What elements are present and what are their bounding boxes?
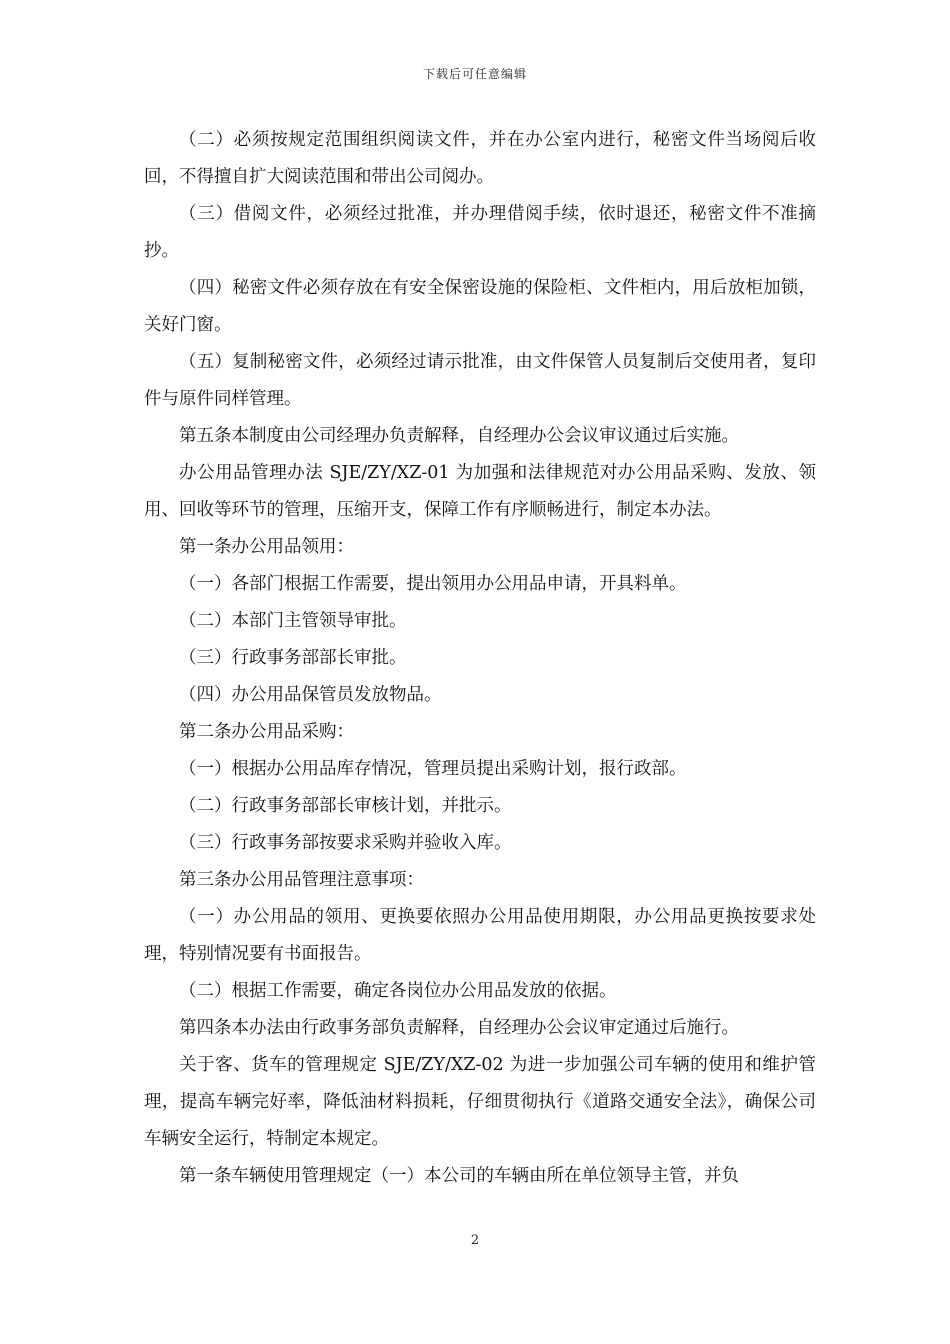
paragraph: （五）复制秘密文件，必须经过请示批准，由文件保管人员复制后交使用者，复印件与原件同样管理。: [144, 352, 816, 409]
page-number: 2: [470, 1233, 480, 1248]
paragraph: 第二条办公用品采购：: [179, 722, 354, 742]
paragraph: （一）办公用品的领用、更换要依照办公用品使用期限，办公用品更换按要求处理，特别情况要有书面报告。: [144, 907, 816, 964]
paragraph: 第五条本制度由公司经理办负责解释，自经理办公会议审议通过后实施。: [179, 426, 739, 446]
paragraph: （三）借阅文件，必须经过批准，并办理借阅手续，依时退还，秘密文件不准摘抄。: [144, 204, 816, 261]
paragraph: 办公用品管理办法 SJE/ZY/XZ-01 为加强和法律规范对办公用品采购、发放、领用、回收等环节的管理，压缩开支，保障工作有序顺畅进行，制定本办法。: [144, 463, 816, 520]
paragraph: （四）办公用品保管员发放物品。: [179, 685, 442, 705]
paragraph: （二）根据工作需要，确定各岗位办公用品发放的依据。: [179, 981, 617, 1001]
paragraph: （二）本部门主管领导审批。: [179, 611, 407, 631]
paragraph: （三）行政事务部部长审批。: [179, 648, 407, 668]
paragraph: （三）行政事务部按要求采购并验收入库。: [179, 833, 512, 853]
paragraph: 第三条办公用品管理注意事项：: [179, 870, 424, 890]
paragraph: （二）必须按规定范围组织阅读文件，并在办公室内进行，秘密文件当场阅后收回，不得擅自扩大阅读范围和带出公司阅办。: [144, 130, 816, 187]
paragraph: （一）根据办公用品库存情况，管理员提出采购计划，报行政部。: [179, 759, 687, 779]
paragraph: （四）秘密文件必须存放在有安全保密设施的保险柜、文件柜内，用后放柜加锁，关好门窗。: [144, 278, 816, 335]
paragraph: 第一条办公用品领用：: [179, 537, 354, 557]
paragraph: （一）各部门根据工作需要，提出领用办公用品申请，开具料单。: [179, 574, 687, 594]
paragraph: 第四条本办法由行政事务部负责解释，自经理办公会议审定通过后施行。: [179, 1018, 739, 1038]
paragraph: 关于客、货车的管理规定 SJE/ZY/XZ-02 为进一步加强公司车辆的使用和维护管理，提高车辆完好率，降低油材料损耗，仔细贯彻执行《道路交通安全法》，确保公司车辆安全运行，特制定本规定。: [144, 1055, 816, 1149]
document-body: [144, 122, 816, 1195]
paragraph: 第一条车辆使用管理规定（一）本公司的车辆由所在单位领导主管，并负: [179, 1166, 739, 1186]
paragraph: （二）行政事务部部长审核计划，并批示。: [179, 796, 512, 816]
page-header: 下载后可任意编辑: [422, 67, 527, 81]
